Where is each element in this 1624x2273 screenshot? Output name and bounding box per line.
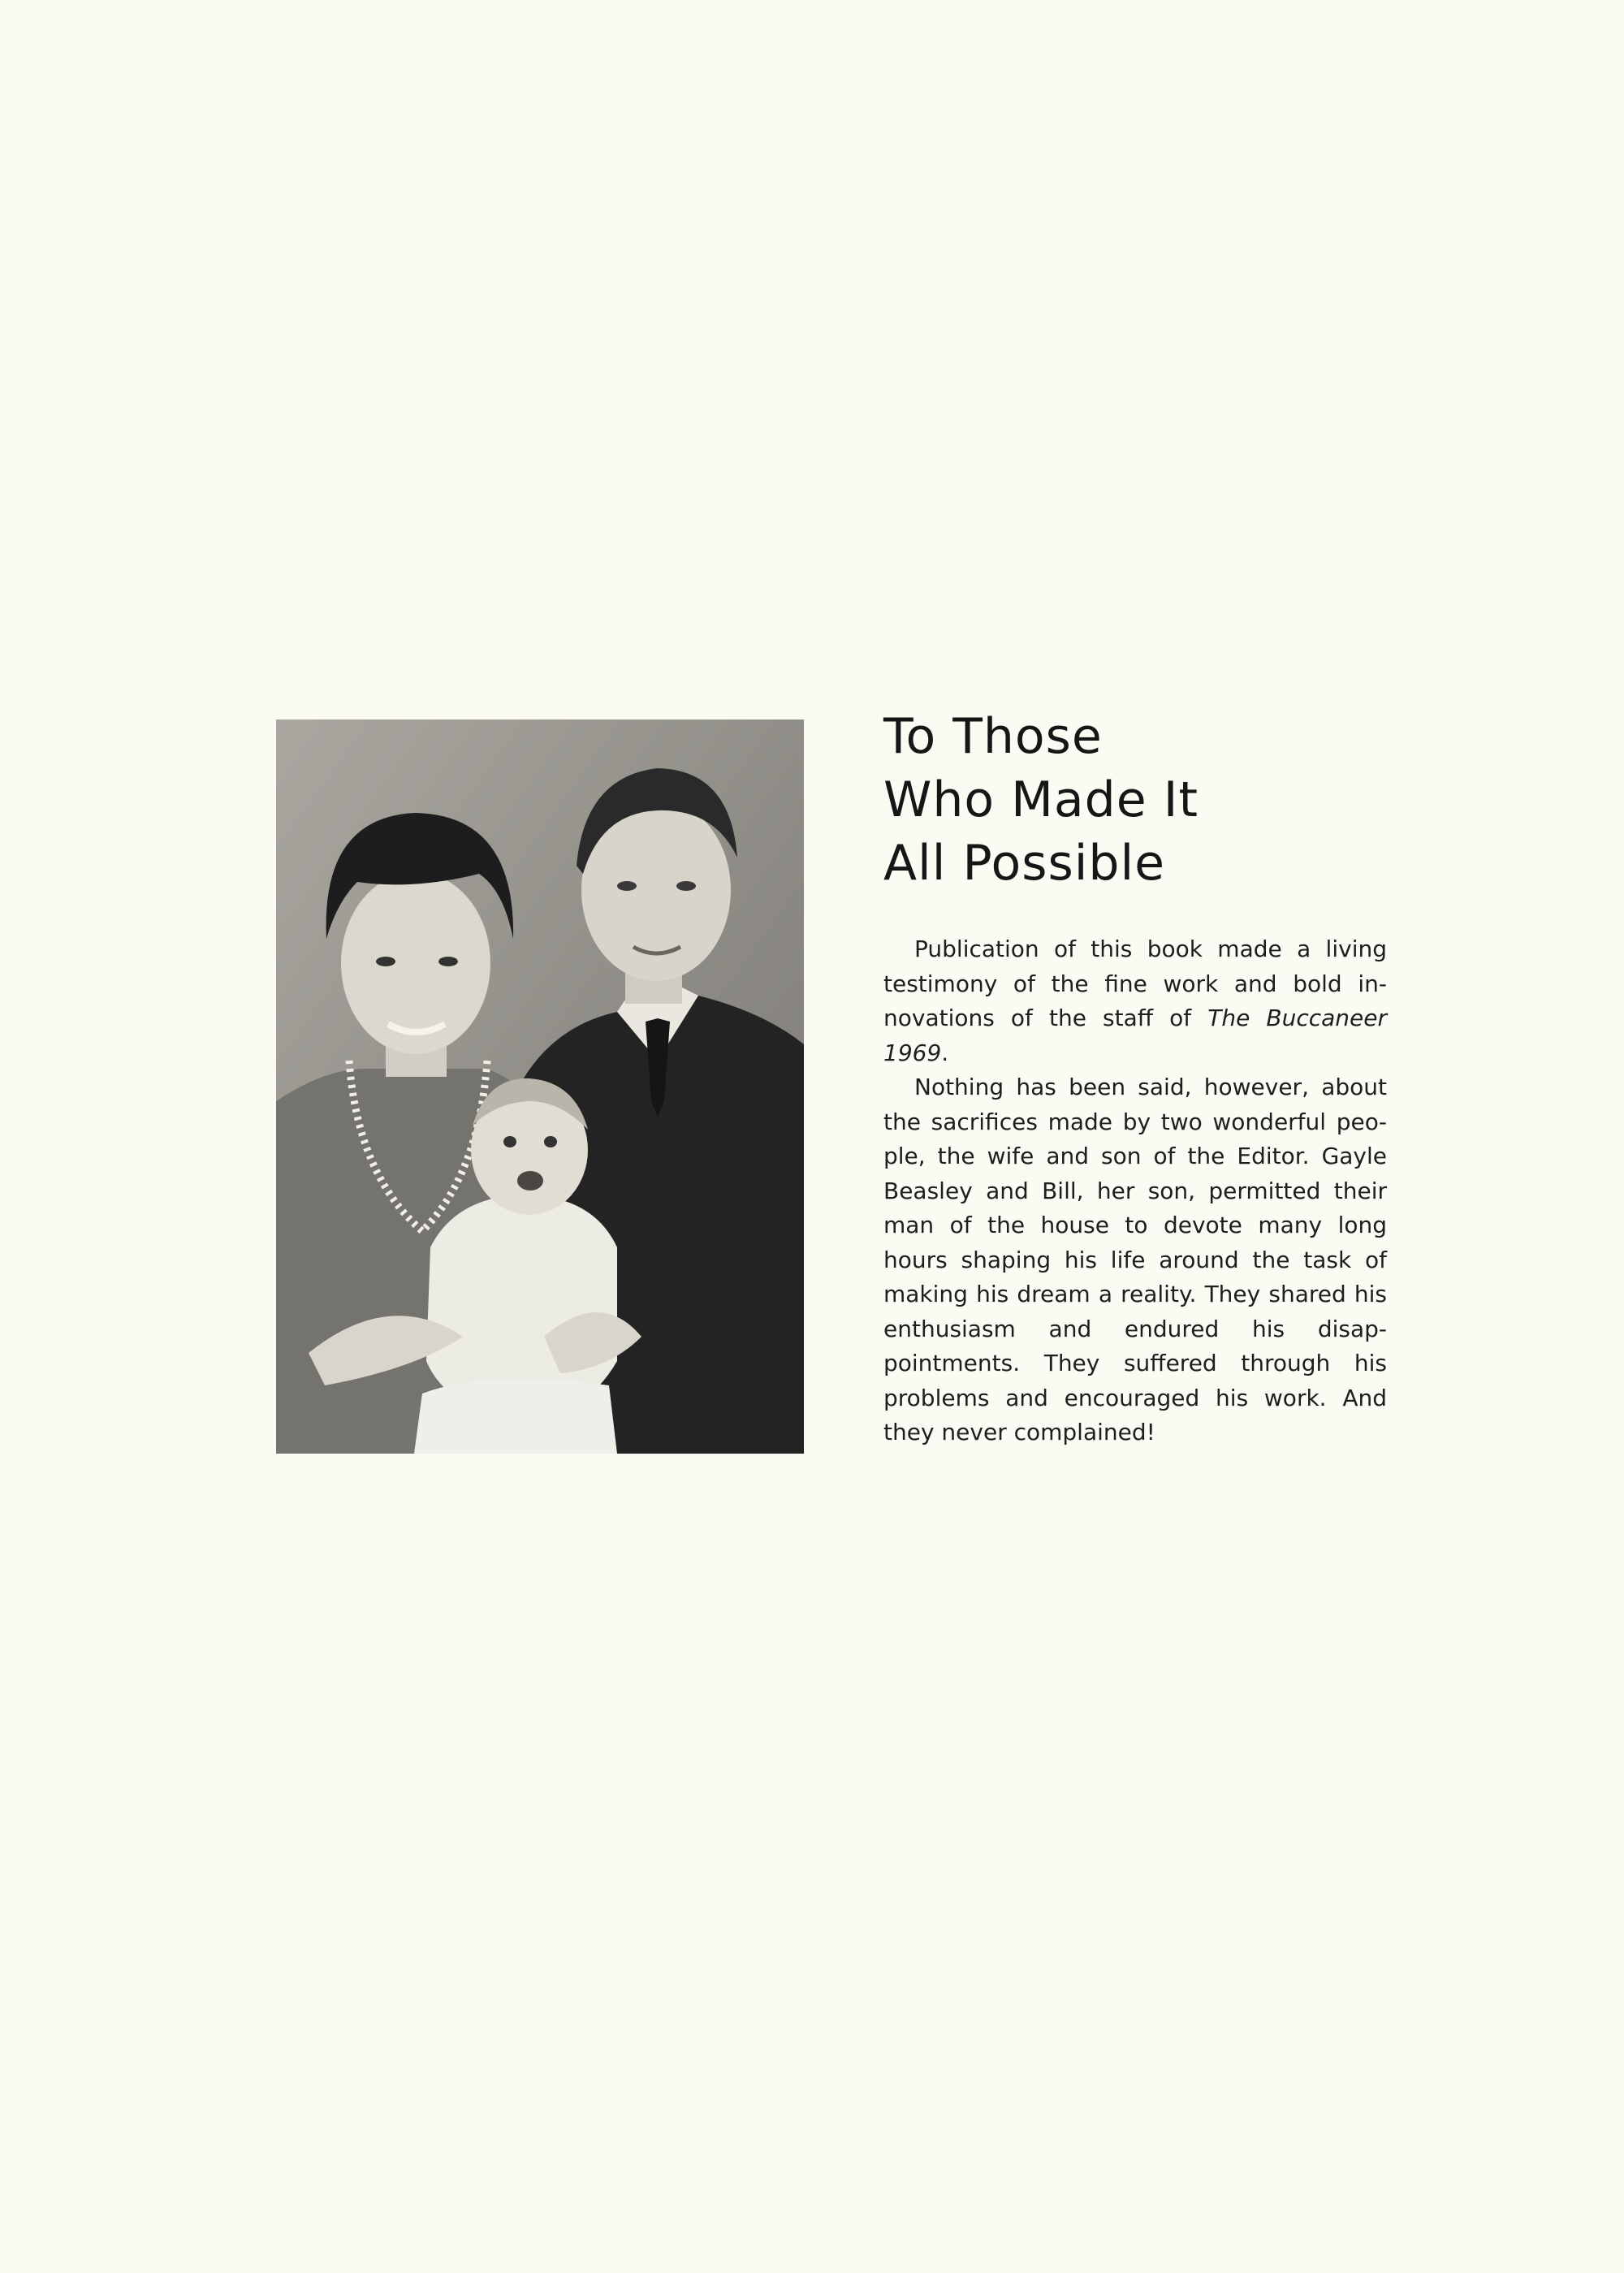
paragraph-1-end: . (941, 1039, 949, 1066)
family-portrait-illustration (276, 719, 804, 1454)
family-portrait-photo (276, 719, 804, 1454)
dedication-title-line-1: To Those (883, 708, 1103, 765)
paragraph-1-text: Publication of this book made a living testimony of the fine work and bold innovations of the staff of (883, 936, 1387, 1031)
dedication-title-line-3: All Possible (883, 835, 1166, 892)
dedication-paragraph-2: Nothing has been said, however, about the sacrifices made by two wonderful people, the wife and son of the Editor. Gayle Beasley and Bill, her son, permitted their man of the house to devote many long hours shaping his life around the task of making his dream a reality. They shared his enthusiasm and endured his disappointments. They suffered through his problems and encouraged his work. And they never complained! (883, 1074, 1387, 1445)
dedication-paragraph-1 (883, 932, 1387, 1070)
dedication-text-column (883, 705, 1387, 1450)
dedication-body (883, 932, 1387, 1450)
dedication-title-line-2: Who Made It (883, 771, 1199, 828)
dedication-title (883, 705, 1387, 895)
yearbook-title: The Buccaneer 1969 (883, 1005, 1387, 1066)
